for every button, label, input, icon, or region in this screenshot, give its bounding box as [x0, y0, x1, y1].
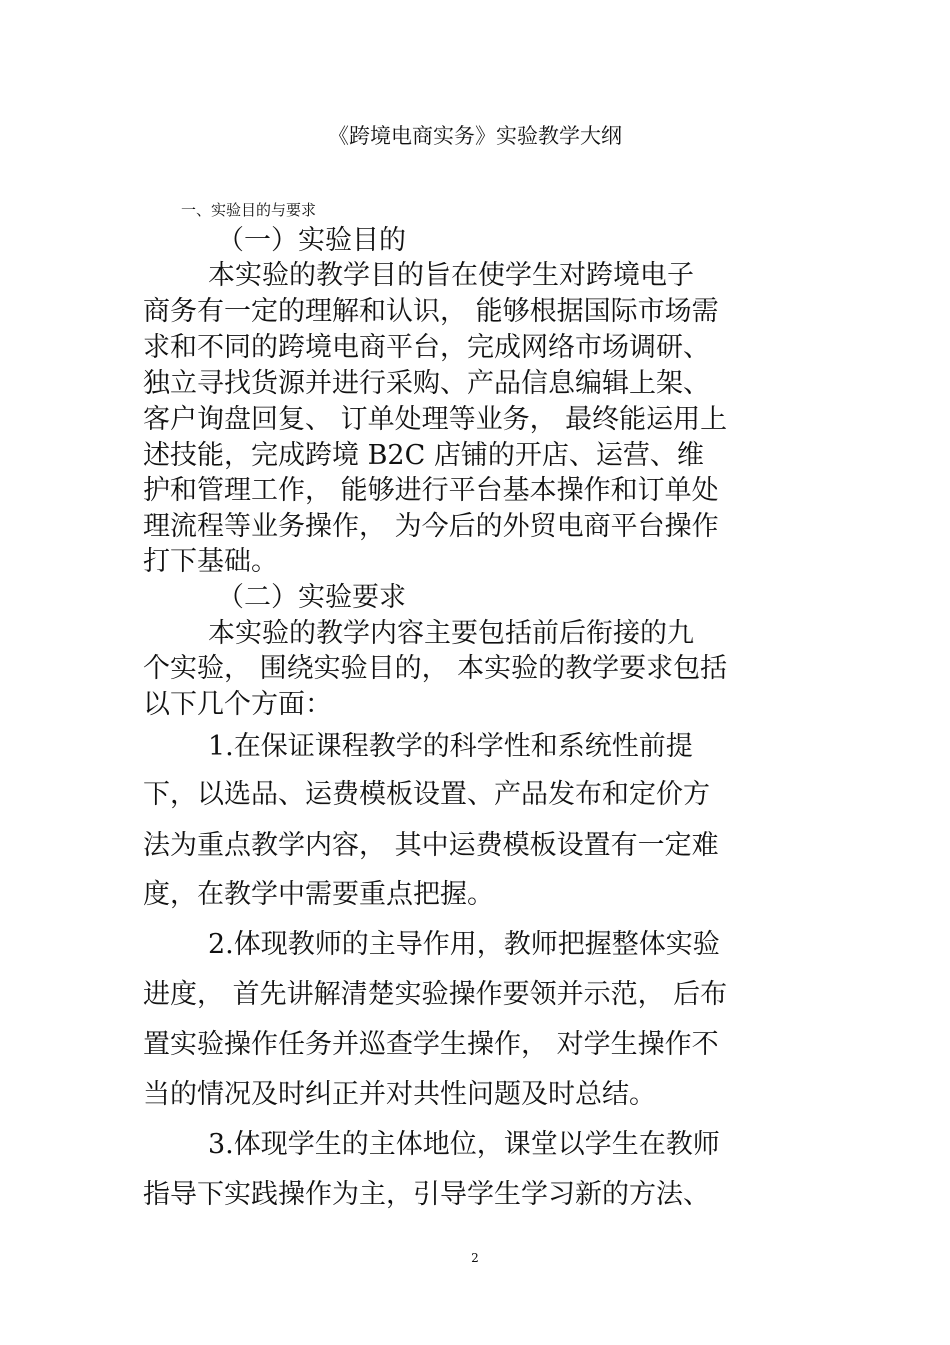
list-item-1-line: 法为重点教学内容， 其中运费模板设置有一定难 [143, 830, 719, 861]
page-number: 2 [471, 1251, 479, 1265]
list-item-1-line: 1.在保证课程教学的科学性和系统性前提 [208, 731, 693, 762]
subsection-heading-requirements: （二）实验要求 [217, 582, 406, 613]
list-item-3-line: 3.体现学生的主体地位，课堂以学生在教师 [208, 1129, 720, 1160]
paragraph-line: 求和不同的跨境电商平台，完成网络市场调研、 [143, 332, 710, 363]
paragraph-line: 客户询盘回复、 订单处理等业务， 最终能运用上 [143, 404, 728, 435]
paragraph-line: 本实验的教学内容主要包括前后衔接的九 [208, 618, 694, 649]
paragraph-line: 述技能，完成跨境 B2C 店铺的开店、运营、维 [143, 440, 704, 471]
paragraph-line: 本实验的教学目的旨在使学生对跨境电子 [208, 260, 694, 291]
list-item-2-line: 当的情况及时纠正并对共性问题及时总结。 [143, 1079, 656, 1110]
list-item-2-line: 进度， 首先讲解清楚实验操作要领并示范， 后布 [143, 979, 728, 1010]
paragraph-line: 打下基础。 [143, 546, 278, 577]
paragraph-line: 理流程等业务操作， 为今后的外贸电商平台操作 [143, 511, 719, 542]
subsection-heading-objective: （一）实验目的 [217, 225, 406, 256]
paragraph-line: 商务有一定的理解和认识， 能够根据国际市场需 [143, 296, 719, 327]
list-item-1-line: 度，在教学中需要重点把握。 [143, 879, 494, 910]
paragraph-line: 独立寻找货源并进行采购、产品信息编辑上架、 [143, 368, 710, 399]
page-title: 《跨境电商实务》实验教学大纲 [328, 124, 622, 148]
paragraph-line: 护和管理工作， 能够进行平台基本操作和订单处 [143, 475, 719, 506]
list-item-2-line: 2.体现教师的主导作用，教师把握整体实验 [208, 929, 720, 960]
list-item-3-line: 指导下实践操作为主，引导学生学习新的方法、 [143, 1179, 710, 1210]
list-item-1-line: 下，以选品、运费模板设置、产品发布和定价方 [143, 779, 710, 810]
paragraph-line: 个实验， 围绕实验目的， 本实验的教学要求包括 [143, 653, 728, 684]
section-heading: 一、实验目的与要求 [181, 201, 317, 219]
list-item-2-line: 置实验操作任务并巡查学生操作， 对学生操作不 [143, 1029, 719, 1060]
paragraph-line: 以下几个方面： [143, 689, 332, 720]
